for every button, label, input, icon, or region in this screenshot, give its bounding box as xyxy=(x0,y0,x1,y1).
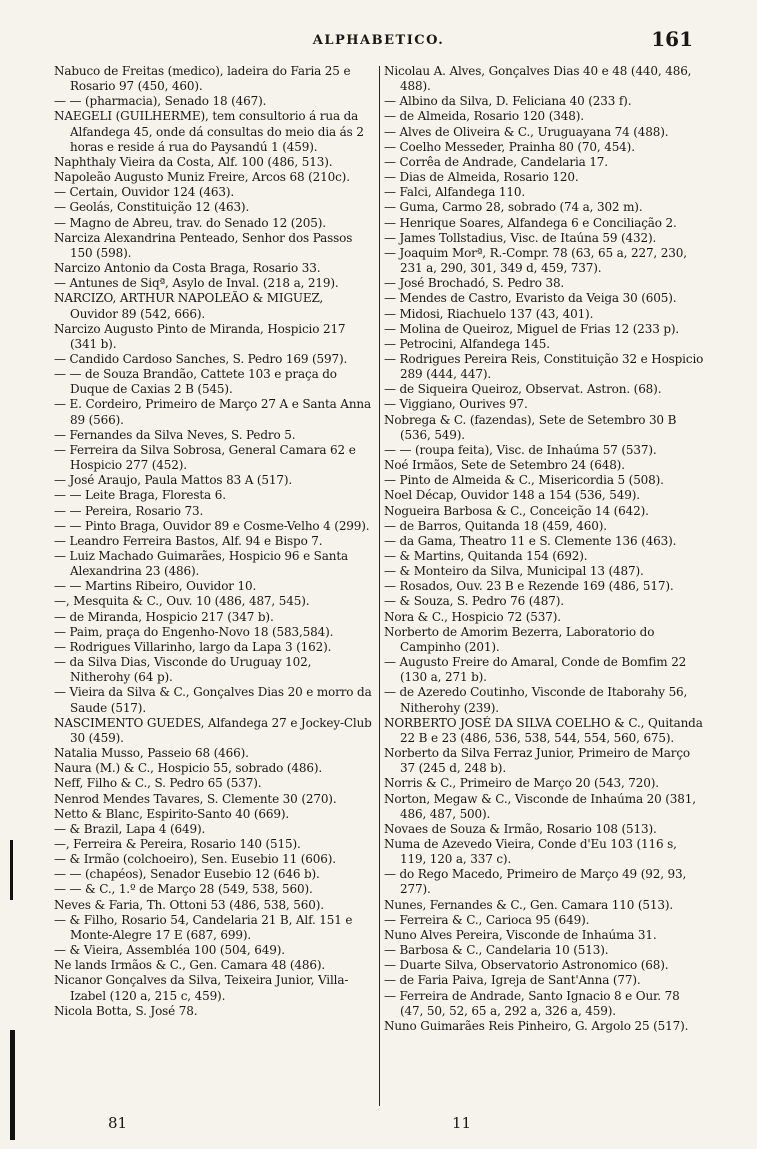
directory-entry: — — & C., 1.º de Março 28 (549, 538, 560). xyxy=(54,882,313,897)
left-column xyxy=(54,64,374,1112)
directory-entry: — da Silva Dias, Visconde do Uruguay 102, Nitherohy (64 p). xyxy=(54,655,312,685)
directory-entry: — Vieira da Silva & C., Gonçalves Dias 20 e morro da Saude (517). xyxy=(54,685,372,715)
directory-entry: Natalia Musso, Passeio 68 (466). xyxy=(54,746,249,761)
directory-entry: NAEGELI (GUILHERME), tem consultorio á rua da Alfandega 45, onde dá consultas do meio dia ás 2 horas e reside á rua do Paysandú 1 (459). xyxy=(54,109,364,154)
directory-entry: NASCIMENTO GUEDES, Alfandega 27 e Jockey-Club 30 (459). xyxy=(54,715,372,745)
directory-entry: — Coelho Messeder, Prainha 80 (70, 454). xyxy=(384,139,635,154)
directory-entry: Nicola Botta, S. José 78. xyxy=(54,1003,198,1018)
directory-entry: — Alves de Oliveira & C., Uruguayana 74 (488). xyxy=(384,124,669,139)
directory-entry: —, Ferreira & Pereira, Rosario 140 (515). xyxy=(54,836,301,851)
directory-entry: — — de Souza Brandão, Cattete 103 e praça do Duque de Caxias 2 B (545). xyxy=(54,367,337,397)
directory-entry: — Henrique Soares, Alfandega 6 e Conciliação 2. xyxy=(384,215,677,230)
column-divider xyxy=(379,66,380,1106)
directory-entry: — de Faria Paiva, Igreja de Sant'Anna (77). xyxy=(384,973,641,988)
directory-entry: Norton, Megaw & C., Visconde de Inhaúma 20 (381, 486, 487, 500). xyxy=(384,791,696,821)
signature-mark-right: 11 xyxy=(452,1114,472,1132)
directory-entry: — James Tollstadius, Visc. de Itaúna 59 (432). xyxy=(384,230,657,245)
running-head: ALPHABETICO. xyxy=(312,33,445,48)
directory-entry: Noé Irmãos, Sete de Setembro 24 (648). xyxy=(384,458,625,473)
directory-entry: — & Filho, Rosario 54, Candelaria 21 B, Alf. 151 e Monte-Alegre 17 E (687, 699). xyxy=(54,912,353,942)
directory-entry: — & Brazil, Lapa 4 (649). xyxy=(54,821,206,836)
directory-entry: — — Martins Ribeiro, Ouvidor 10. xyxy=(54,579,257,594)
directory-entry: — Magno de Abreu, trav. do Senado 12 (205). xyxy=(54,215,326,230)
directory-entry: — — (roupa feita), Visc. de Inhaúma 57 (537). xyxy=(384,442,657,457)
directory-entry: Norberto da Silva Ferraz Junior, Primeiro de Março 37 (245 d, 248 b). xyxy=(384,746,691,776)
directory-entry: Neff, Filho & C., S. Pedro 65 (537). xyxy=(54,776,262,791)
directory-entry: — Viggiano, Ourives 97. xyxy=(384,397,528,412)
directory-entry: Norberto de Amorim Bezerra, Laboratorio do Campinho (201). xyxy=(384,624,655,654)
directory-entry: — & Irmão (colchoeiro), Sen. Eusebio 11 (606). xyxy=(54,852,336,867)
directory-entry: — & Vieira, Assembléa 100 (504, 649). xyxy=(54,943,285,958)
directory-entry: — Duarte Silva, Observatorio Astronomico (68). xyxy=(384,958,669,973)
directory-entry: — Petrocini, Alfandega 145. xyxy=(384,336,550,351)
page-header xyxy=(0,0,757,64)
directory-entry: — Pinto de Almeida & C., Misericordia 5 (508). xyxy=(384,473,664,488)
directory-entry: Nuno Guimarães Reis Pinheiro, G. Argolo 25 (517). xyxy=(384,1018,689,1033)
directory-entry: — Ferreira de Andrade, Santo Ignacio 8 e Our. 78 (47, 50, 52, 65 a, 292 a, 326 a, 459). xyxy=(384,988,680,1018)
directory-entry: — Geolás, Constituição 12 (463). xyxy=(54,200,250,215)
directory-entry: — Luiz Machado Guimarães, Hospicio 96 e Santa Alexandrina 23 (486). xyxy=(54,549,349,579)
directory-entry: — Dias de Almeida, Rosario 120. xyxy=(384,170,579,185)
directory-entry: — Ferreira da Silva Sobrosa, General Camara 62 e Hospicio 277 (452). xyxy=(54,442,356,473)
directory-entry: — — (pharmacia), Senado 18 (467). xyxy=(54,94,267,109)
directory-entry: — de Almeida, Rosario 120 (348). xyxy=(384,109,584,124)
directory-entry: Nora & C., Hospicio 72 (537). xyxy=(384,609,561,624)
directory-entry: — José Brochadó, S. Pedro 38. xyxy=(384,276,565,291)
directory-columns xyxy=(54,64,704,1112)
page-number: 161 xyxy=(651,27,693,51)
directory-entry: Ne lands Irmãos & C., Gen. Camara 48 (486). xyxy=(54,958,326,973)
directory-entry: — Paim, praça do Engenho-Novo 18 (583,584). xyxy=(54,624,334,639)
directory-entry: Netto & Blanc, Espirito-Santo 40 (669). xyxy=(54,806,290,821)
directory-entry: Novaes de Souza & Irmão, Rosario 108 (513). xyxy=(384,821,657,836)
directory-entry: — E. Cordeiro, Primeiro de Março 27 A e Santa Anna 89 (566). xyxy=(54,397,371,427)
directory-entry: Nenrod Mendes Tavares, S. Clemente 30 (270). xyxy=(54,791,337,806)
directory-entry: Norris & C., Primeiro de Março 20 (543, 720). xyxy=(384,776,659,791)
directory-entry: Noel Décap, Ouvidor 148 a 154 (536, 549). xyxy=(384,488,640,503)
directory-entry: — do Rego Macedo, Primeiro de Março 49 (92, 93, 277). xyxy=(384,867,687,897)
directory-entry: Narciza Alexandrina Penteado, Senhor dos Passos 150 (598). xyxy=(54,230,353,260)
signature-mark-left: 81 xyxy=(108,1114,128,1132)
directory-entry: — & Monteiro da Silva, Municipal 13 (487). xyxy=(384,564,644,579)
directory-entry: Narcizo Augusto Pinto de Miranda, Hospicio 217 (341 b). xyxy=(54,321,346,351)
directory-entry: Neves & Faria, Th. Ottoni 53 (486, 538, 560). xyxy=(54,897,324,912)
directory-entry: Naura (M.) & C., Hospicio 55, sobrado (486). xyxy=(54,761,323,776)
directory-entry: — Midosi, Riachuelo 137 (43, 401). xyxy=(384,306,594,321)
directory-entry: Naphthaly Vieira da Costa, Alf. 100 (486, 513). xyxy=(54,154,333,169)
directory-entry: —, Mesquita & C., Ouv. 10 (486, 487, 545). xyxy=(54,594,310,609)
directory-entry: — Joaquim Morª, R.-Compr. 78 (63, 65 a, 227, 230, 231 a, 290, 301, 349 d, 459, 737). xyxy=(384,245,687,276)
directory-entry: Nogueira Barbosa & C., Conceição 14 (642). xyxy=(384,503,649,518)
directory-entry: — Corrêa de Andrade, Candelaria 17. xyxy=(384,154,608,169)
directory-entry: — Guma, Carmo 28, sobrado (74 a, 302 m). xyxy=(384,200,643,215)
directory-entry: — de Barros, Quitanda 18 (459, 460). xyxy=(384,518,607,533)
directory-entry: Nunes, Fernandes & C., Gen. Camara 110 (513). xyxy=(384,897,674,912)
directory-entry: — — Pinto Braga, Ouvidor 89 e Cosme-Velho 4 (299). xyxy=(54,518,370,533)
directory-entry: Nuno Alves Pereira, Visconde de Inhaúma 31. xyxy=(384,927,657,942)
directory-entry: Nicolau A. Alves, Gonçalves Dias 40 e 48 (440, 486, 488). xyxy=(384,64,692,94)
directory-entry: — Falci, Alfandega 110. xyxy=(384,185,526,200)
directory-entry: — & Martins, Quitanda 154 (692). xyxy=(384,549,588,563)
directory-entry: — Candido Cardoso Sanches, S. Pedro 169 (597). xyxy=(54,351,348,366)
directory-entry: — da Gama, Theatro 11 e S. Clemente 136 (463). xyxy=(384,533,677,548)
directory-entry: NARCIZO, ARTHUR NAPOLEÃO & MIGUEZ, Ouvidor 89 (542, 666). xyxy=(54,291,324,321)
directory-entry: — Rodrigues Villarinho, largo da Lapa 3 (162). xyxy=(54,639,332,654)
directory-entry: — Certain, Ouvidor 124 (463). xyxy=(54,185,235,200)
directory-entry: — de Siqueira Queiroz, Observat. Astron. (68). xyxy=(384,382,662,397)
directory-entry: — Fernandes da Silva Neves, S. Pedro 5. xyxy=(54,427,296,442)
directory-entry: — Mendes de Castro, Evaristo da Veiga 30 (605). xyxy=(384,291,677,306)
directory-entry: — Antunes de Siqª, Asylo de Inval. (218 a, 219). xyxy=(54,276,339,291)
directory-entry: Nobrega & C. (fazendas), Sete de Setembro 30 B (536, 549). xyxy=(384,412,677,442)
directory-entry: — Leandro Ferreira Bastos, Alf. 94 e Bispo 7. xyxy=(54,533,323,548)
directory-entry: Nicanor Gonçalves da Silva, Teixeira Junior, Villa-Izabel (120 a, 215 c, 459). xyxy=(54,973,349,1003)
directory-entry: — Rosados, Ouv. 23 B e Rezende 169 (486, 517). xyxy=(384,579,674,594)
directory-entry: — Albino da Silva, D. Feliciana 40 (233 f). xyxy=(384,94,632,109)
right-column xyxy=(384,64,704,1112)
directory-entry: — de Azeredo Coutinho, Visconde de Itaborahy 56, Nitherohy (239). xyxy=(384,685,688,715)
directory-entry: — — Leite Braga, Floresta 6. xyxy=(54,488,226,503)
binding-edge-mark xyxy=(10,840,13,900)
directory-entry: Narcizo Antonio da Costa Braga, Rosario 33. xyxy=(54,261,321,276)
binding-edge-mark xyxy=(10,1030,15,1140)
directory-entry: Numa de Azevedo Vieira, Conde d'Eu 103 (116 s, 119, 120 a, 337 c). xyxy=(384,836,677,867)
directory-entry: — — (chapéos), Senador Eusebio 12 (646 b). xyxy=(54,867,320,882)
directory-entry: — Ferreira & C., Carioca 95 (649). xyxy=(384,912,590,927)
directory-entry: — Rodrigues Pereira Reis, Constituição 32 e Hospicio 289 (444, 447). xyxy=(384,351,704,382)
directory-entry: — — Pereira, Rosario 73. xyxy=(54,503,204,518)
directory-entry: — Molina de Queiroz, Miguel de Frias 12 (233 p). xyxy=(384,321,680,336)
directory-entry: — Barbosa & C., Candelaria 10 (513). xyxy=(384,943,609,958)
directory-entry: NORBERTO JOSÉ DA SILVA COELHO & C., Quitanda 22 B e 23 (486, 536, 538, 544, 554, 560, 675). xyxy=(384,715,703,745)
directory-entry: — José Araujo, Paula Mattos 83 A (517). xyxy=(54,473,293,488)
directory-entry: — & Souza, S. Pedro 76 (487). xyxy=(384,594,564,609)
page-footer xyxy=(0,1114,757,1140)
directory-entry: — Augusto Freire do Amaral, Conde de Bomfim 22 (130 a, 271 b). xyxy=(384,655,687,685)
directory-entry: Napoleão Augusto Muniz Freire, Arcos 68 (210c). xyxy=(54,170,350,185)
directory-entry: Nabuco de Freitas (medico), ladeira do Faria 25 e Rosario 97 (450, 460). xyxy=(54,64,351,94)
directory-entry: — de Miranda, Hospicio 217 (347 b). xyxy=(54,609,274,624)
